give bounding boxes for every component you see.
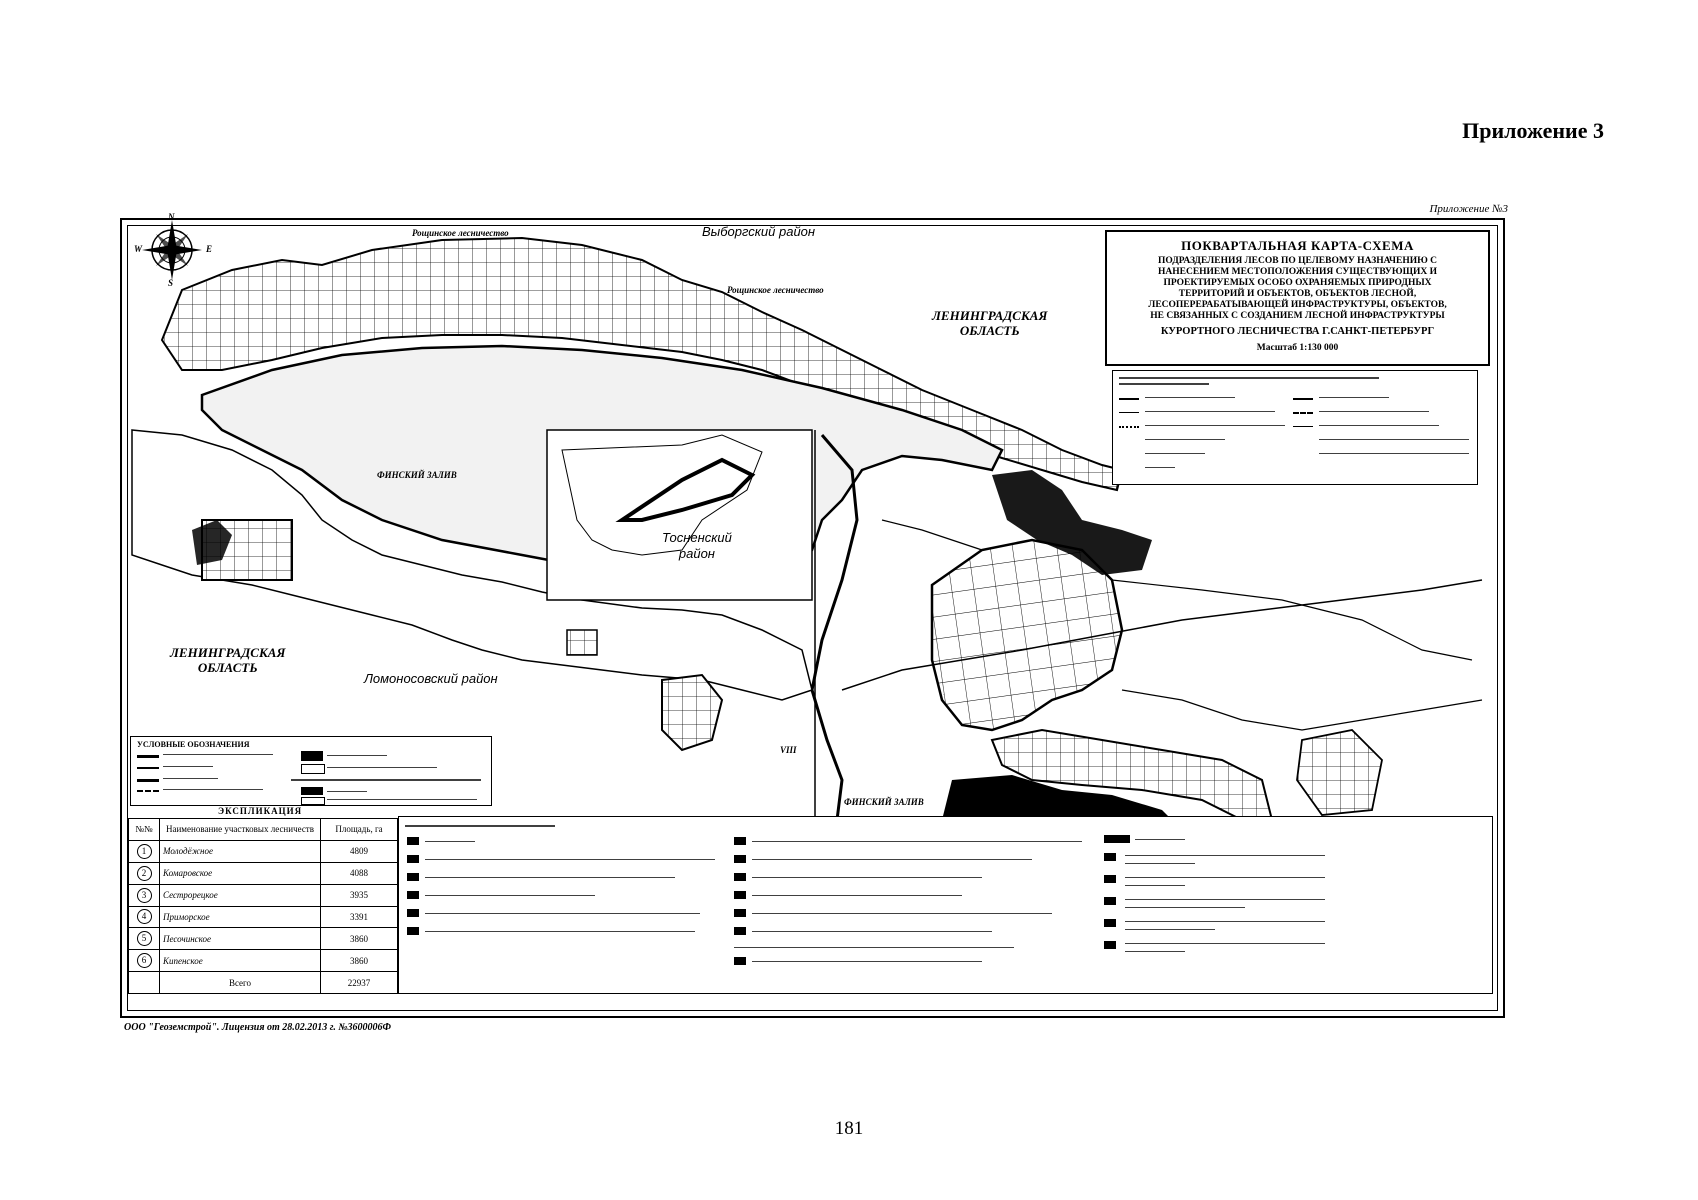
compass-s-label: S <box>168 278 174 288</box>
area-cell: 4809 <box>321 840 398 862</box>
compass-rose <box>142 220 202 280</box>
legend-scribble <box>1145 439 1225 440</box>
table-row <box>129 950 398 972</box>
protected-areas-legend <box>398 816 1493 994</box>
legend-swatch-black <box>407 855 419 863</box>
compass-w-label: W <box>134 244 143 254</box>
legend-swatch-black <box>301 751 323 761</box>
legend-scribble <box>1319 411 1429 412</box>
legend-line-sample <box>1293 398 1313 400</box>
legend-scribble <box>1319 453 1469 454</box>
tosno-inset <box>547 430 812 600</box>
roshchino-forestry-label-1: Рощинское лесничество <box>412 228 509 238</box>
roman-numeral-label: VIII <box>780 745 797 755</box>
explication-table <box>128 818 398 994</box>
row-number: 3 <box>137 888 152 903</box>
legend-line-sample <box>137 779 159 782</box>
legend-swatch-black <box>407 909 419 917</box>
area-cell: 3391 <box>321 906 398 928</box>
legend-swatch-black <box>734 957 746 965</box>
legend-line-sample <box>137 790 159 792</box>
legend-scribble <box>1125 921 1325 922</box>
conventional-signs-legend <box>130 736 492 806</box>
total-area: 22937 <box>321 972 398 994</box>
table-row <box>129 928 398 950</box>
legend-line-sample <box>1293 426 1313 427</box>
legend-scribble <box>425 913 700 914</box>
leningrad-oblast-north-label: ЛЕНИНГРАДСКАЯ ОБЛАСТЬ <box>932 308 1048 338</box>
legend-scribble <box>291 779 481 781</box>
legend-scribble <box>752 961 982 962</box>
legend-line-sample <box>1119 426 1139 428</box>
forestry-name-cell: Комаровское <box>160 862 321 884</box>
legend-scribble <box>1145 411 1275 412</box>
legend-scribble <box>1135 839 1185 840</box>
legend-swatch-black <box>734 855 746 863</box>
table-row <box>129 906 398 928</box>
forestry-name: КУРОРТНОГО ЛЕСНИЧЕСТВА Г.САНКТ-ПЕТЕРБУРГ <box>1160 326 1435 337</box>
legend-swatch-black <box>734 873 746 881</box>
legend-line-sample <box>1293 412 1313 414</box>
map-license-note: ООО "Геоземстрой". Лицензия от 28.02.2013 г. №3600006Ф <box>124 1022 391 1033</box>
row-number: 6 <box>137 953 152 968</box>
legend-line-sample <box>137 767 159 769</box>
legend-scribble <box>734 947 1014 948</box>
legend-swatch-black <box>301 787 323 795</box>
legend-scribble <box>1319 425 1439 426</box>
table-row <box>129 862 398 884</box>
legend-scribble <box>1119 383 1209 385</box>
legend-swatch-black <box>734 927 746 935</box>
legend-scribble <box>327 755 387 756</box>
page-number: 181 <box>834 1118 864 1139</box>
legend-scribble <box>752 841 1082 842</box>
table-total-row <box>129 972 398 994</box>
map-scale: Масштаб 1:130 000 <box>1256 343 1339 353</box>
roshchino-forestry-label-2: Рощинское лесничество <box>727 285 824 295</box>
legend-scribble <box>1125 907 1245 908</box>
map-top-note: Приложение №3 <box>1429 203 1508 215</box>
lomonosov-district-label: Ломоносовский район <box>364 671 498 686</box>
map-frame[interactable] <box>120 212 1505 1018</box>
grid-block-south <box>567 630 597 655</box>
legend-scribble <box>163 754 273 755</box>
legend-scribble <box>163 766 213 767</box>
legend-swatch-black <box>407 891 419 899</box>
legend-title: УСЛОВНЫЕ ОБОЗНАЧЕНИЯ <box>137 740 250 749</box>
legend-swatch-outline <box>301 797 325 805</box>
legend-line-sample <box>137 755 159 758</box>
legend-scribble <box>1319 439 1469 440</box>
legend-scribble <box>752 931 992 932</box>
appendix-label: Приложение 3 <box>1462 118 1604 143</box>
legend-scribble <box>1145 453 1205 454</box>
east-road-2 <box>1122 690 1482 730</box>
legend-swatch-black <box>1104 919 1116 927</box>
legend-scribble <box>1125 943 1325 944</box>
area-cell: 3860 <box>321 928 398 950</box>
infrastructure-legend <box>1112 370 1478 485</box>
legend-line-sample <box>1119 398 1139 400</box>
legend-scribble <box>1145 397 1235 398</box>
legend-swatch-outline <box>301 764 325 774</box>
forestry-name-cell: Сестрорецкое <box>160 884 321 906</box>
legend-scribble <box>1125 855 1325 856</box>
legend-scribble <box>1125 929 1215 930</box>
forestry-name-cell: Песочинское <box>160 928 321 950</box>
legend-swatch-black <box>734 837 746 845</box>
legend-scribble <box>425 859 715 860</box>
map-title: ПОКВАРТАЛЬНАЯ КАРТА-СХЕМА <box>1181 238 1414 253</box>
legend-scribble <box>1125 885 1185 886</box>
legend-scribble <box>405 825 555 827</box>
legend-line-sample <box>1119 412 1139 413</box>
table-row <box>129 884 398 906</box>
header-area: Площадь, га <box>321 819 398 841</box>
legend-scribble <box>163 789 263 790</box>
forestry-name-cell: Приморское <box>160 906 321 928</box>
legend-scribble <box>1319 397 1389 398</box>
legend-scribble <box>163 778 218 779</box>
header-num: №№ <box>129 819 160 841</box>
row-number: 2 <box>137 866 152 881</box>
legend-scribble <box>425 841 475 842</box>
legend-scribble <box>752 877 982 878</box>
vyborg-district-label: Выборгский район <box>702 224 816 239</box>
legend-swatch-black <box>1104 853 1116 861</box>
legend-scribble <box>1125 951 1185 952</box>
legend-swatch-black <box>1104 941 1116 949</box>
legend-swatch-black <box>734 909 746 917</box>
legend-swatch-black <box>407 837 419 845</box>
header-name: Наименование участковых лесничеств <box>160 819 321 841</box>
legend-swatch-black <box>407 927 419 935</box>
legend-scribble <box>425 877 675 878</box>
legend-scribble <box>752 895 962 896</box>
legend-scribble <box>1119 377 1379 379</box>
legend-scribble <box>327 791 367 792</box>
legend-scribble <box>752 859 1032 860</box>
legend-scribble <box>1125 899 1325 900</box>
legend-scribble <box>1145 467 1175 468</box>
map-title-box <box>1105 230 1490 366</box>
explication-title: ЭКСПЛИКАЦИЯ <box>218 806 303 816</box>
compass-e-label: E <box>206 244 213 254</box>
map-subtitle: ПОДРАЗДЕЛЕНИЯ ЛЕСОВ ПО ЦЕЛЕВОМУ НАЗНАЧЕНИЮ С НАНЕСЕНИЕМ МЕСТОПОЛОЖЕНИЯ СУЩЕСТВУЮЩИХ И ПРОЕКТИРУЕМЫХ ОСОБО ОХРАНЯЕМЫХ ПРИРОДНЫХ ТЕРРИТОРИЙ И ОБЪЕКТОВ, ОБЪЕКТОВ ЛЕСНОЙ, ЛЕСОПЕРЕРАБАТЫВАЮЩЕЙ ИНФРАСТРУКТУРЫ, ОБЪЕКТОВ, НЕ СВЯЗАННЫХ С СОЗДАНИЕМ ЛЕСНОЙ ИНФРАСТРУКТУРЫ <box>1148 256 1447 321</box>
legend-scribble <box>1125 877 1325 878</box>
gulf-south-label: ФИНСКИЙ ЗАЛИВ <box>844 797 924 807</box>
area-cell: 3935 <box>321 884 398 906</box>
legend-scribble <box>752 913 1052 914</box>
legend-swatch-black <box>1104 835 1130 843</box>
area-cell: 4088 <box>321 862 398 884</box>
forestry-name-cell: Молодёжное <box>160 840 321 862</box>
area-cell: 3860 <box>321 950 398 972</box>
legend-swatch-black <box>734 891 746 899</box>
legend-scribble <box>425 931 695 932</box>
total-label: Всего <box>160 972 321 994</box>
legend-swatch-black <box>407 873 419 881</box>
legend-scribble <box>1125 863 1195 864</box>
legend-swatch-black <box>1104 897 1116 905</box>
tosno-district-label: Тосненский район <box>662 530 732 561</box>
table-row <box>129 840 398 862</box>
east-block-right <box>1297 730 1382 815</box>
gulf-label: ФИНСКИЙ ЗАЛИВ <box>377 470 457 480</box>
legend-scribble <box>1145 425 1285 426</box>
loop-block-south <box>662 675 722 750</box>
forestry-name-cell: Кипенское <box>160 950 321 972</box>
row-number: 4 <box>137 909 152 924</box>
table-header-row <box>129 819 398 841</box>
legend-scribble <box>425 895 595 896</box>
row-number: 5 <box>137 931 152 946</box>
legend-swatch-black <box>1104 875 1116 883</box>
compass-n-label: N <box>168 212 175 222</box>
leningrad-oblast-south-label: ЛЕНИНГРАДСКАЯ ОБЛАСТЬ <box>170 645 286 675</box>
legend-scribble <box>327 799 477 800</box>
row-number: 1 <box>137 844 152 859</box>
legend-scribble <box>327 767 437 768</box>
